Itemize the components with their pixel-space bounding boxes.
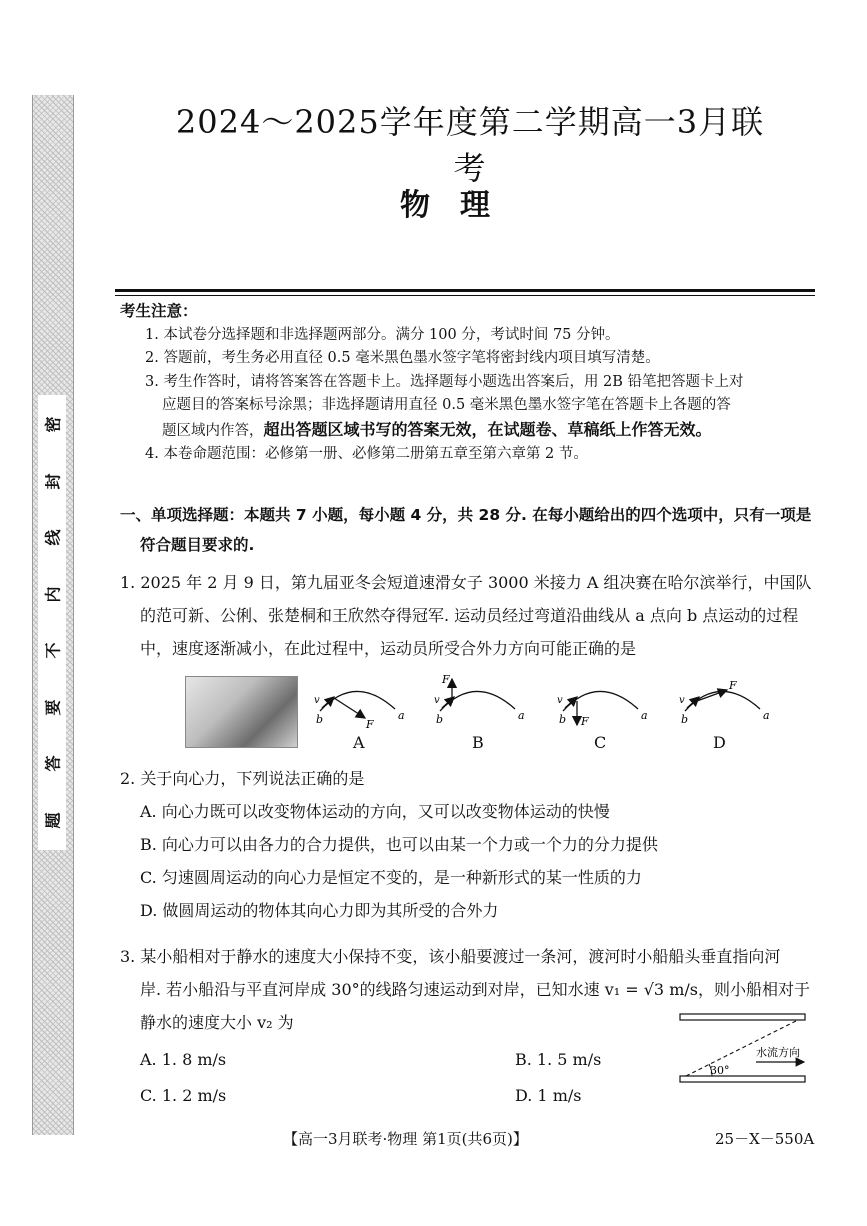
q1-option-d-diagram <box>675 673 775 733</box>
q3-option-d: D. 1 m/s <box>515 1086 582 1105</box>
question-2 <box>120 762 825 927</box>
notice-heading: 考生注意： <box>120 302 198 320</box>
notice-item-2: 2. 答题前，考生务必用直径 0.5 毫米黑色墨水签字笔将密封线内项目填写清楚。 <box>145 350 660 366</box>
q3-line1: 3. 某小船相对于静水的速度大小保持不变，该小船要渡过一条河，渡河时小船船头垂直指向河 <box>120 947 781 966</box>
q1-option-b-label: B <box>472 733 484 752</box>
notice-item-3-cont2 <box>120 418 820 444</box>
curve-path <box>563 691 638 711</box>
notice-item-1: 1. 本试卷分选择题和非选择题两部分。满分 100 分，考试时间 75 分钟。 <box>145 326 620 343</box>
velocity-arrow <box>565 697 577 708</box>
a-label: a <box>398 709 405 722</box>
q3-line2: 岸. 若小船沿与平直河岸成 30°的线路匀速运动到对岸，已知水速 v₁ = √3 m/s，则小船相对于 <box>140 980 810 999</box>
q1-option-b-diagram <box>430 673 530 733</box>
header-rule-thick <box>115 289 815 292</box>
q1-figures <box>185 673 785 758</box>
q1-option-d-label: D <box>713 733 726 752</box>
q3-line3: 静水的速度大小 v₂ 为 <box>140 1013 294 1032</box>
section-heading-line1: 一、单项选择题：本题共 7 小题，每小题 4 分，共 28 分. 在每小题给出的四个选项中，只有一项是 <box>120 506 812 524</box>
river-bank-far <box>680 1014 805 1020</box>
seal-char: 题 <box>43 812 63 829</box>
q3-option-c: C. 1. 2 m/s <box>140 1086 227 1105</box>
b-label: b <box>436 713 444 726</box>
flow-label: 水流方向 <box>756 1046 800 1059</box>
page-footer-code: 25－X－550A <box>715 1130 815 1148</box>
page-footer-center: 【高一3月联考·物理 第1页(共6页)】 <box>283 1130 528 1148</box>
q1-line3: 中，速度逐渐减小，在此过程中，运动员所受合外力方向可能正确的是 <box>140 639 637 658</box>
notice-item-3-emphasis: 超出答题区域书写的答案无效，在试题卷、草稿纸上作答无效。 <box>263 419 712 439</box>
q1-option-a-label: A <box>353 733 365 752</box>
q1-line1: 1. 2025 年 2 月 9 日，第九届亚冬会短道速滑女子 3000 米接力 A 组决赛在哈尔滨举行，中国队 <box>120 573 812 592</box>
q3-option-b: B. 1. 5 m/s <box>515 1050 602 1069</box>
q2-option-c: C. 匀速圆周运动的向心力是恒定不变的，是一种新形式的某一性质的力 <box>140 868 642 887</box>
q3-river-diagram <box>672 1010 812 1090</box>
header-rule-thin <box>115 295 815 296</box>
seal-char: 答 <box>43 755 63 772</box>
seal-line-notice <box>38 395 66 850</box>
F-label: F <box>366 718 374 731</box>
F-label: F <box>442 673 450 686</box>
b-label: b <box>316 713 324 726</box>
a-label: a <box>518 709 525 722</box>
velocity-arrow <box>322 697 334 708</box>
curve-path <box>320 691 395 711</box>
seal-char: 内 <box>43 586 63 603</box>
a-label: a <box>763 709 770 722</box>
seal-char: 不 <box>43 642 63 659</box>
notice-item-3-cont: 应题目的答案标号涂黑；非选择题请用直径 0.5 毫米黑色墨水签字笔在答题卡上各题的答 <box>162 397 731 413</box>
notice-item-4: 4. 本卷命题范围：必修第一册、必修第二册第五章至第六章第 2 节。 <box>145 446 588 462</box>
q2-option-d: D. 做圆周运动的物体其向心力即为其所受的合外力 <box>140 901 499 920</box>
q1-option-c-diagram <box>553 673 653 733</box>
v-label: v <box>679 695 685 706</box>
q2-option-a: A. 向心力既可以改变物体运动的方向，又可以改变物体运动的快慢 <box>140 802 610 821</box>
velocity-arrow <box>687 697 699 708</box>
q2-stem: 2. 关于向心力，下列说法正确的是 <box>120 769 365 788</box>
v-label: v <box>434 695 440 706</box>
notice-item-3: 3. 考生作答时，请将答案答在答题卡上。选择题每小题选出答案后，用 2B 铅笔把答题卡上对 <box>145 373 744 390</box>
v-label: v <box>557 695 563 706</box>
F-label: F <box>581 715 589 728</box>
section-heading-line2: 符合题目要求的. <box>140 536 255 554</box>
angle-label: 30° <box>710 1064 730 1077</box>
b-label: b <box>681 713 689 726</box>
force-arrow <box>697 690 727 701</box>
a-label: a <box>641 709 648 722</box>
q1-line2: 的范可新、公俐、张楚桐和王欣然夺得冠军. 运动员经过弯道沿曲线从 a 点向 b 点运动的过程 <box>140 606 799 625</box>
section-heading <box>120 500 825 560</box>
seal-char: 封 <box>43 473 63 490</box>
force-arrow <box>334 698 365 718</box>
curve-path <box>440 691 515 711</box>
b-label: b <box>559 713 567 726</box>
exam-title: 2024～2025学年度第二学期高一3月联考 <box>175 103 765 187</box>
seal-char: 要 <box>43 699 63 716</box>
question-1 <box>120 566 825 665</box>
q1-option-a-diagram <box>310 673 410 733</box>
notice-item-3-tail: 题区域内作答， <box>162 422 264 439</box>
river-bank-near <box>680 1076 805 1082</box>
F-label: F <box>729 679 737 692</box>
q3-option-a: A. 1. 8 m/s <box>140 1050 227 1069</box>
v-label: v <box>314 695 320 706</box>
curve-path <box>685 691 760 711</box>
subject-title: 物理 <box>400 188 520 223</box>
q1-option-c-label: C <box>594 733 607 752</box>
seal-char: 线 <box>43 529 63 546</box>
seal-char: 密 <box>43 416 63 433</box>
candidate-notice <box>120 300 820 467</box>
q2-option-b: B. 向心力可以由各力的合力提供，也可以由某一个力或一个力的分力提供 <box>140 835 658 854</box>
speed-skater-photo <box>185 676 298 748</box>
